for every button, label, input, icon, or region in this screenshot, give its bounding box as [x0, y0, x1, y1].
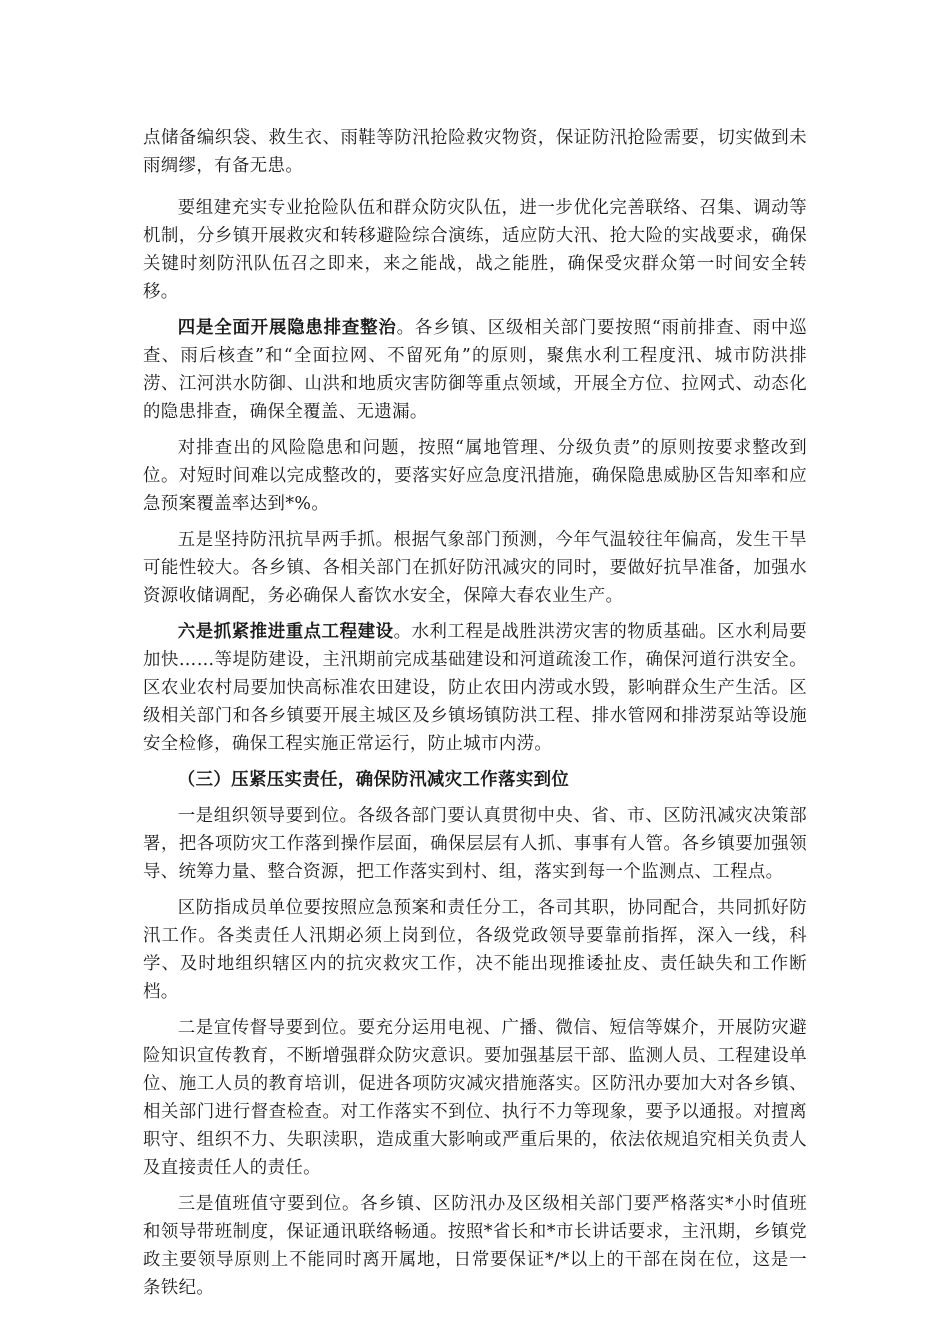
paragraph-lead-text: 四是全面开展隐患排查整治 — [177, 318, 397, 338]
paragraph-rectification: 对排查出的风险隐患和问题，按照“属地管理、分级负责”的原则按要求整改到位。对短时间难以完成整改的，要落实好应急度汛措施，确保隐患威胁区告知率和应急预案覆盖率达到*%。 — [143, 438, 807, 514]
section-heading: （三）压紧压实责任，确保防汛减灾工作落实到位 — [177, 770, 570, 790]
paragraph-drought: 五是坚持防汛抗旱两手抓。根据气象部门预测，今年气温较往年偏高，发生干旱可能性较大。各乡镇、各相关部门在抓好防汛减灾的同时，要做好抗旱准备，加强水资源收储调配，务必确保人畜饮水安全，保障大春农业生产。 — [143, 530, 807, 606]
document-page — [143, 124, 807, 1310]
paragraph-member-units: 区防指成员单位要按照应急预案和责任分工，各司其职，协同配合，共同抓好防汛工作。各类责任人汛期必须上岗到位，各级党政领导要靠前指挥，深入一线，科学、及时地组织辖区内的抗灾救灾工作，决不能出现推诿扯皮、责任缺失和工作断档。 — [143, 898, 807, 1002]
paragraph-continued: 点储备编织袋、救生衣、雨鞋等防汛抢险救灾物资，保证防汛抢险需要，切实做到未雨绸缪，有备无患。 — [143, 128, 807, 176]
paragraph-body-text: 。各乡镇、区级相关部门要按照“雨前排查、雨中巡查、雨后核查”和“全面拉网、不留死角”的原则，聚焦水利工程度汛、城市防洪排涝、江河洪水防御、山洪和地质灾害防御等重点领域，开展全方位、拉网式、动态化的隐患排查，确保全覆盖、无遗漏。 — [143, 318, 807, 422]
paragraph-lead-text: 六是抓紧推进重点工程建设 — [177, 622, 394, 642]
paragraph-key-projects — [143, 618, 807, 758]
paragraph-publicity: 二是宣传督导要到位。要充分运用电视、广播、微信、短信等媒介，开展防灾避险知识宣传教育，不断增强群众防灾意识。要加强基层干部、监测人员、工程建设单位、施工人员的教育培训，促进各项防灾减灾措施落实。区防汛办要加大对各乡镇、相关部门进行督查检查。对工作落实不到位、执行不力等现象，要予以通报。对擅离职守、组织不力、失职渎职，造成重大影响或严重后果的，依法依规追究相关负责人及直接责任人的责任。 — [143, 1018, 807, 1178]
paragraph-body-text: 。水利工程是战胜洪涝灾害的物质基础。区水利局要加快……等堤防建设，主汛期前完成基础建设和河道疏浚工作，确保河道行洪安全。区农业农村局要加快高标准农田建设，防止农田内涝或水毁，影响群众生产生活。区级相关部门和各乡镇要开展主城区及乡镇场镇防洪工程、排水管网和排涝泵站等设施安全检修，确保工程实施正常运行，防止城市内涝。 — [143, 622, 807, 754]
paragraph-rescue-teams: 要组建充实专业抢险队伍和群众防灾队伍，进一步优化完善联络、召集、调动等机制，分乡镇开展救灾和转移避险综合演练，适应防大汛、抢大险的实战要求，确保关键时刻防汛队伍召之即来，来之能战，战之能胜，确保受灾群众第一时间安全转移。 — [143, 198, 807, 302]
paragraph-hazard-inspection — [143, 314, 807, 426]
paragraph-duty: 三是值班值守要到位。各乡镇、区防汛办及区级相关部门要严格落实*小时值班和领导带班制度，保证通讯联络畅通。按照*省长和*市长讲话要求，主汛期，乡镇党政主要领导原则上不能同时离开属地，日常要保证*/*以上的干部在岗在位，这是一条铁纪。 — [143, 1194, 807, 1298]
paragraph-leadership: 一是组织领导要到位。各级各部门要认真贯彻中央、省、市、区防汛减灾决策部署，把各项防灾工作落到操作层面，确保层层有人抓、事事有人管。各乡镇要加强领导、统筹力量、整合资源，把工作落实到村、组，落实到每一个监测点、工程点。 — [143, 806, 807, 882]
